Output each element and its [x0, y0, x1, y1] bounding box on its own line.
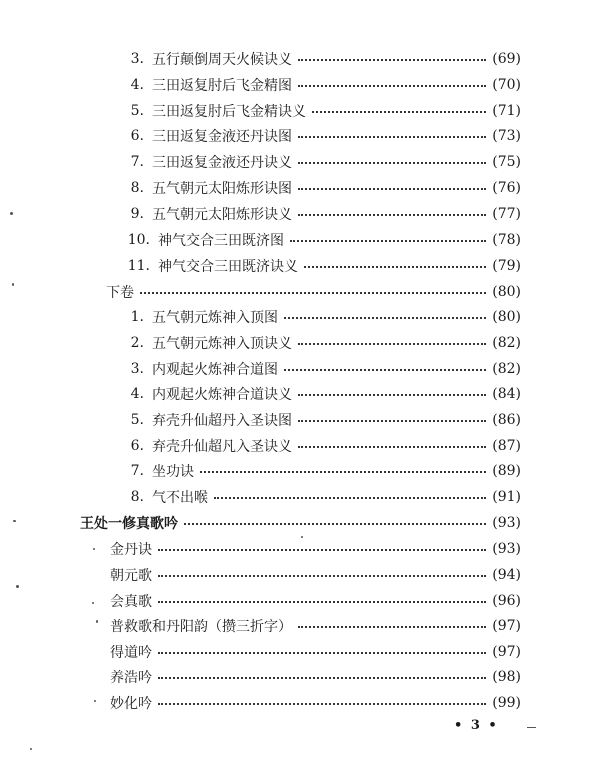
- toc-entry-page: (99): [492, 695, 521, 711]
- toc-entry-title: 普救歌和丹阳韵（攒三折字）: [110, 619, 292, 635]
- toc-entry[interactable]: [120, 202, 521, 226]
- toc-entry[interactable]: [120, 150, 521, 174]
- dot-leader: [284, 316, 486, 319]
- toc-entry-title: 三田返复肘后飞金精诀义: [152, 104, 306, 120]
- scan-speck: [12, 283, 14, 286]
- toc-entry-number: 10.: [127, 232, 150, 248]
- toc-entry-page: (93): [492, 541, 521, 557]
- toc-entry[interactable]: [110, 563, 521, 587]
- toc-entry-page: (77): [492, 206, 521, 222]
- dot-leader: [158, 676, 486, 679]
- toc-entry-title: 内观起火炼神合道诀义: [152, 387, 292, 403]
- toc-entry-page: (97): [492, 618, 521, 634]
- toc-entry-title: 得道吟: [110, 645, 152, 661]
- toc-entry-number: 3.: [130, 51, 144, 67]
- dot-leader: [158, 574, 486, 577]
- dot-leader: [200, 470, 486, 473]
- toc-entry-page: (73): [492, 128, 521, 144]
- toc-entry-page: (91): [492, 489, 521, 505]
- dot-leader: [298, 342, 486, 345]
- toc-entry[interactable]: [120, 408, 521, 432]
- toc-entry-number: 1.: [130, 309, 144, 325]
- toc-entry-number: 8.: [130, 180, 144, 196]
- toc-entry[interactable]: [110, 589, 521, 613]
- dot-leader: [158, 702, 486, 705]
- scan-speck: [13, 520, 16, 522]
- dot-leader: [184, 522, 486, 525]
- dot-leader: [158, 651, 486, 654]
- page-number: • 3 •: [454, 718, 499, 733]
- dot-leader: [290, 239, 486, 242]
- toc-entry-title: 气不出喉: [152, 490, 208, 506]
- toc-entry-number: 2.: [130, 335, 144, 351]
- toc-entry-title: 内观起火炼神合道图: [152, 362, 278, 378]
- toc-entry[interactable]: [110, 614, 521, 638]
- toc-entry-page: (79): [492, 258, 521, 274]
- toc-entry[interactable]: [120, 254, 521, 278]
- toc-chapter-page: (93): [492, 515, 521, 531]
- toc-entry-number: 4.: [130, 386, 144, 402]
- toc-entry-title: 神气交合三田既济诀义: [158, 259, 298, 275]
- toc-entry-page: (75): [492, 154, 521, 170]
- toc-entry-title: 五行颠倒周天火候诀义: [152, 52, 292, 68]
- toc-entry-page: (82): [492, 361, 521, 377]
- dot-leader: [298, 393, 486, 396]
- toc-entry-number: 5.: [130, 103, 144, 119]
- toc-entry[interactable]: [110, 665, 521, 689]
- toc-entry-page: (71): [492, 103, 521, 119]
- toc-entry[interactable]: [110, 691, 521, 715]
- scan-speck: [94, 700, 96, 702]
- dot-leader: [298, 187, 486, 190]
- scan-speck: [301, 536, 303, 538]
- toc-section-title: 下卷: [106, 285, 134, 301]
- toc-entry-number: 9.: [130, 206, 144, 222]
- scan-speck: [10, 212, 13, 215]
- toc-entry-page: (96): [492, 593, 521, 609]
- scan-speck: [16, 585, 19, 588]
- toc-entry[interactable]: [120, 357, 521, 381]
- toc-entry-title: 五气朝元炼神入顶诀义: [152, 336, 292, 352]
- toc-entry-page: (98): [492, 669, 521, 685]
- scan-speck: [93, 548, 95, 550]
- toc-entry[interactable]: [120, 434, 521, 458]
- toc-entry-page: (89): [492, 463, 521, 479]
- toc-entry-title: 坐功诀: [152, 464, 194, 480]
- toc-chapter-title: 王处一修真歌吟: [80, 516, 178, 532]
- toc-entry-page: (69): [492, 51, 521, 67]
- toc-entry-title: 朝元歌: [110, 568, 152, 584]
- toc-entry-number: 7.: [130, 154, 144, 170]
- toc-entry-number: 3.: [130, 361, 144, 377]
- toc-entry-page: (97): [492, 644, 521, 660]
- toc-entry-title: 弃壳升仙超凡入圣诀义: [152, 439, 292, 455]
- toc-entry[interactable]: [120, 331, 521, 355]
- dot-leader: [298, 135, 486, 138]
- toc-entry-title: 弃壳升仙超丹入圣诀图: [152, 413, 292, 429]
- toc-entry[interactable]: [120, 228, 521, 252]
- dot-leader: [298, 213, 486, 216]
- toc-entry-title: 妙化吟: [110, 696, 152, 712]
- toc-entry-page: (76): [492, 180, 521, 196]
- toc-entry-page: (78): [492, 232, 521, 248]
- scan-speck: [30, 748, 32, 750]
- dot-leader: [298, 419, 486, 422]
- dot-leader: [158, 600, 486, 603]
- toc-entry-title: 三田返复金液还丹诀义: [152, 155, 292, 171]
- dot-leader: [298, 625, 486, 628]
- toc-entry-page: (82): [492, 335, 521, 351]
- toc-entry-title: 三田返复肘后飞金精图: [152, 78, 292, 94]
- toc-entry[interactable]: [120, 176, 521, 200]
- dot-leader: [158, 548, 486, 551]
- dot-leader: [298, 445, 486, 448]
- toc-entry-page: (80): [492, 309, 521, 325]
- toc-entry[interactable]: [120, 73, 521, 97]
- toc-entry-title: 金丹诀: [110, 542, 152, 558]
- toc-entry[interactable]: [120, 485, 521, 509]
- toc-entry-number: 5.: [130, 412, 144, 428]
- dot-leader: [298, 161, 486, 164]
- toc-entry[interactable]: [120, 459, 521, 483]
- toc-entry-number: 8.: [130, 489, 144, 505]
- toc-entry[interactable]: [120, 382, 521, 406]
- scan-speck: [96, 620, 98, 623]
- dot-leader: [298, 58, 486, 61]
- dot-leader: [298, 84, 486, 87]
- toc-entry-page: (94): [492, 567, 521, 583]
- dot-leader: [312, 110, 486, 113]
- toc-entry-title: 五气朝元太阳炼形诀图: [152, 181, 292, 197]
- scan-mark: [527, 727, 536, 728]
- scan-speck: [92, 602, 94, 604]
- toc-entry-title: 神气交合三田既济图: [158, 233, 284, 249]
- toc-chapter[interactable]: [80, 511, 521, 535]
- toc-entry-number: 4.: [130, 77, 144, 93]
- toc-entry[interactable]: [120, 124, 521, 148]
- toc-entry-number: 11.: [127, 258, 150, 274]
- toc-entry[interactable]: [120, 99, 521, 123]
- toc-entry-page: (70): [492, 77, 521, 93]
- toc-entry[interactable]: [120, 47, 521, 71]
- toc-entry-number: 6.: [130, 128, 144, 144]
- toc-entry-page: (86): [492, 412, 521, 428]
- toc-entry-page: (84): [492, 386, 521, 402]
- toc-entry[interactable]: [110, 537, 521, 561]
- toc-section-page: (80): [492, 284, 521, 300]
- toc-entry-title: 三田返复金液还丹诀图: [152, 129, 292, 145]
- dot-leader: [284, 368, 486, 371]
- toc-entry-title: 五气朝元太阳炼形诀义: [152, 207, 292, 223]
- toc-section[interactable]: [106, 280, 521, 304]
- toc-entry[interactable]: [120, 305, 521, 329]
- dot-leader: [304, 265, 486, 268]
- toc-entry-title: 五气朝元炼神入顶图: [152, 310, 278, 326]
- dot-leader: [214, 496, 486, 499]
- toc-entry-number: 6.: [130, 438, 144, 454]
- toc-entry-title: 养浩吟: [110, 670, 152, 686]
- toc-entry-number: 7.: [130, 463, 144, 479]
- toc-entry-page: (87): [492, 438, 521, 454]
- dot-leader: [140, 291, 486, 294]
- toc-entry-title: 会真歌: [110, 594, 152, 610]
- toc-entry[interactable]: [110, 640, 521, 664]
